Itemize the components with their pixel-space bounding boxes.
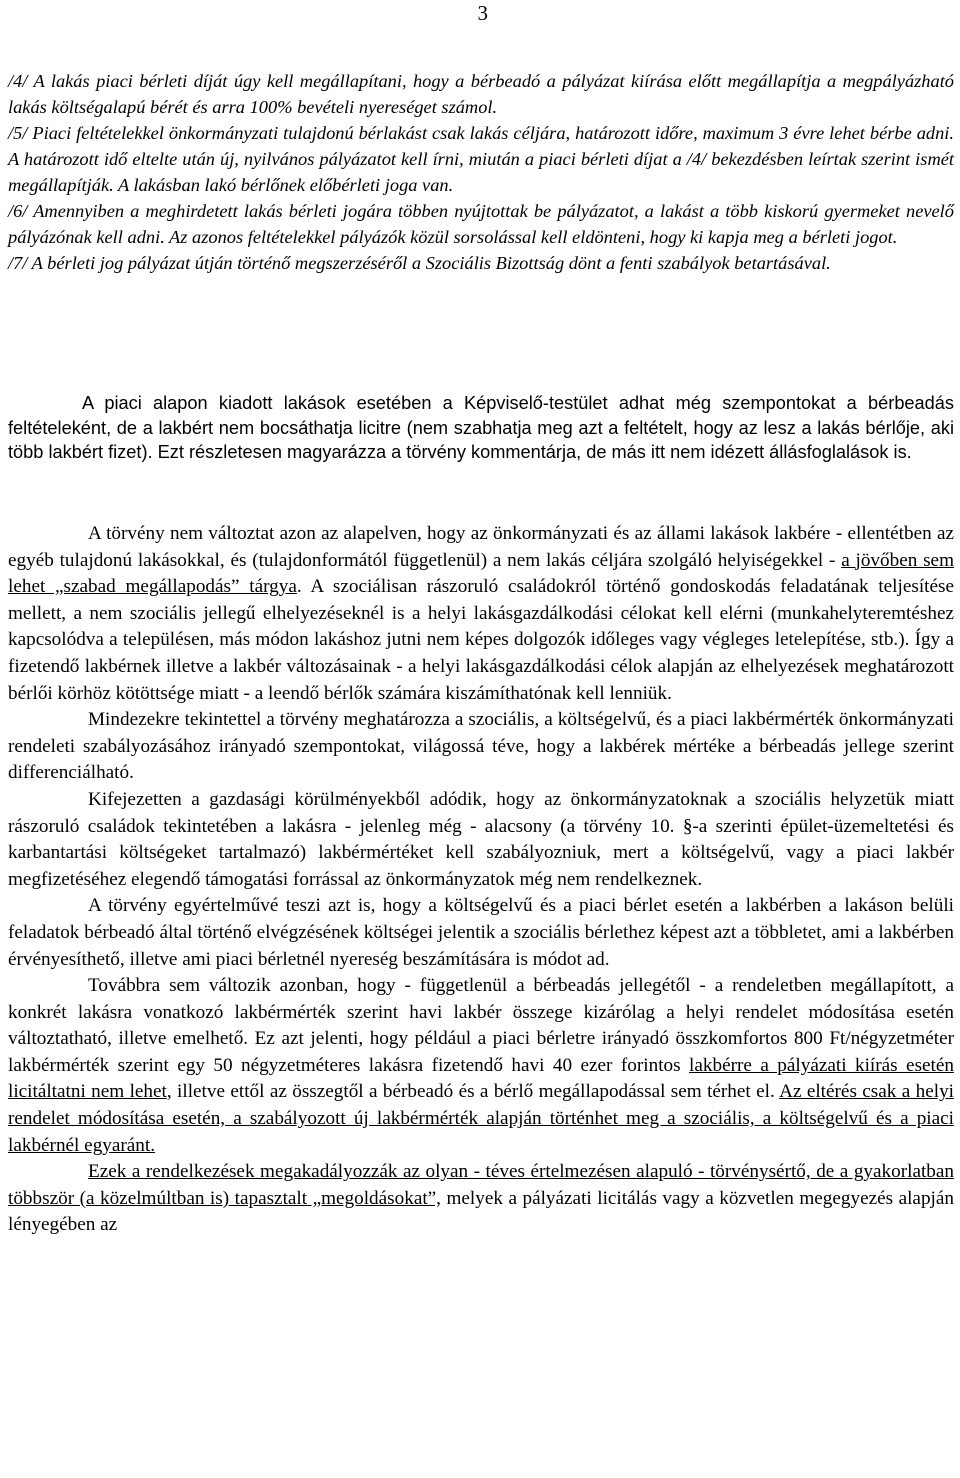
- page-number: 3: [477, 1, 488, 25]
- body-section: [8, 521, 954, 1239]
- body-paragraph-5-middle: , illetve ettől az összegtől a bérbeadó és a bérlő megállapodással sem térhet el.: [166, 1081, 780, 1103]
- rules-section: [8, 68, 954, 276]
- body-paragraph-6-underlined: Ezek a rendelkezések megakadályozzák az olyan - téves értelmezésen alapuló - törvénysértő, de a gyakorlatban többször (a közelmúltban is) tapasztalt „megoldásokat”,: [8, 1161, 954, 1209]
- body-paragraph-5-start: Továbbra sem változik azonban, hogy - függetlenül a bérbeadás jellegétől - a rendeletben megállapított, a konkrét lakásra vonatkozó lakbérmérték szerint havi lakbér összege kizárólag a helyi rendelet módosítása esetén változtatható, illetve emelhető. Ez azt jelenti, hogy például a piaci bérletre irányadó összkomfortos 800 Ft/négyzetméter lakbérmérték szerint egy 50 négyzetméteres lakásra fizetendő havi 40 ezer forintos: [8, 975, 954, 1076]
- rule-paragraph-4: /4/ A lakás piaci bérleti díját úgy kell megállapítani, hogy a bérbeadó a pályázat kiírása előtt megállapítja a megpályázható lakás költségalapú bérét és arra 100% bevételi nyereséget számol.: [8, 71, 954, 117]
- body-paragraph-3: Kifejezetten a gazdasági körülményekből adódik, hogy az önkormányzatoknak a szociális helyzetük miatt rászoruló családok tekintetében a lakásra - jelenleg még - alacsony (a törvény 10. §-a szerinti épület-üzemeltetési és karbantartási költségeket tartalmazó) lakbérmértéket kell szabályozniuk, mert a költségelvű, vagy a piaci lakbér megfizetéséhez elegendő támogatási forrással az önkormányzatok még nem rendelkeznek.: [8, 788, 954, 890]
- body-paragraph-1-underlined: a jövőben sem lehet „szabad megállapodás” tárgya: [8, 549, 954, 598]
- body-paragraph-2: Mindezekre tekintettel a törvény meghatározza a szociális, a költségelvű, és a piaci lakbérmérték önkormányzati rendeleti szabályozásához irányadó szempontokat, világossá téve, hogy a lakbérek mértéke a bérbeadás jellege szerint differenciálható.: [8, 709, 954, 784]
- body-paragraph-5-underlined-1: lakbérre a pályázati kiírás esetén licitáltatni nem lehet: [8, 1054, 954, 1103]
- rule-paragraph-6: /6/ Amennyiben a meghirdetett lakás bérleti jogára többen nyújtottak be pályázatot, a lakást a több kiskorú gyermeket nevelő pályázónak kell adni. Az azonos feltételekkel pályázók közül sorsolással kell eldönteni, hogy ki kapja meg a bérleti jogot.: [8, 201, 954, 247]
- commentary-section: [8, 391, 954, 465]
- rule-paragraph-5: /5/ Piaci feltételekkel önkormányzati tulajdonú bérlakást csak lakás céljára, határozott időre, maximum 3 évre lehet bérbe adni. A határozott idő eltelte után új, nyilvános pályázatot kell írni, miután a piaci bérleti díjat a /4/ bekezdésben leírtak szerint ismét megállapítják. A lakásban lakó bérlőnek előbérleti joga van.: [8, 123, 954, 195]
- body-paragraph-5-underlined-2: Az eltérés csak a helyi rendelet módosítása esetén, a szabályozott új lakbérmérték alapján történhet meg a szociális, a költségelvű és a piaci lakbérnél egyaránt.: [8, 1081, 954, 1156]
- body-paragraph-1: [8, 521, 954, 707]
- body-paragraph-4: A törvény egyértelművé teszi azt is, hogy a költségelvű és a piaci bérlet esetén a lakbérben a lakáson belüli feladatok bérbeadó által történő elvégzésének költségei jelentik a szociális bérlethez képest azt a többletet, ami a lakbérben érvényesíthető, illetve ami piaci bérletnél nyereség beszámítására is módot ad.: [8, 895, 954, 970]
- body-paragraph-6-rest: melyek a pályázati licitálás vagy a közvetlen megegyezés alapján lényegében az: [8, 1187, 954, 1236]
- body-paragraph-6: [8, 1159, 954, 1239]
- rule-paragraph-7: /7/ A bérleti jog pályázat útján történő megszerzéséről a Szociális Bizottság dönt a fenti szabályok betartásával.: [8, 253, 831, 273]
- commentary-paragraph: A piaci alapon kiadott lakások esetében a Képviselő-testület adhat még szempontokat a bérbeadás feltételeként, de a lakbért nem bocsáthatja licitre (nem szabhatja meg azt a feltételt, hogy az lesz a lakás bérlője, aki több lakbért fizet). Ezt részletesen magyarázza a törvény kommentárja, de más itt nem idézett állásfoglalások is.: [8, 393, 954, 462]
- body-paragraph-5: [8, 973, 954, 1159]
- body-paragraph-1-rest: . A szociálisan rászoruló családokról történő gondoskodás feladatának teljesítése mellett, a nem szociális jellegű elhelyezéseknél is a helyi lakásgazdálkodási célokat kell elérni (munkahelyteremtéshez kapcsolódva a településen, más módon lakáshoz jutni nem képes dolgozók időleges vagy végleges letelepítése, stb.). Így a fizetendő lakbérnek illetve a lakbér változásainak - a helyi lakásgazdálkodási célok alapján az elhelyezések meghatározott bérlői körhöz kötöttsége miatt - a leendő bérlők számára kiszámíthatónak kell lenniük.: [8, 576, 954, 704]
- body-paragraph-1-start: A törvény nem változtat azon az alapelven, hogy az önkormányzati és az állami lakások lakbére - ellentétben az egyéb tulajdonú lakásokkal, és (tulajdonformától függetlenül) a nem lakás céljára szolgáló helyiségekkel -: [8, 523, 954, 571]
